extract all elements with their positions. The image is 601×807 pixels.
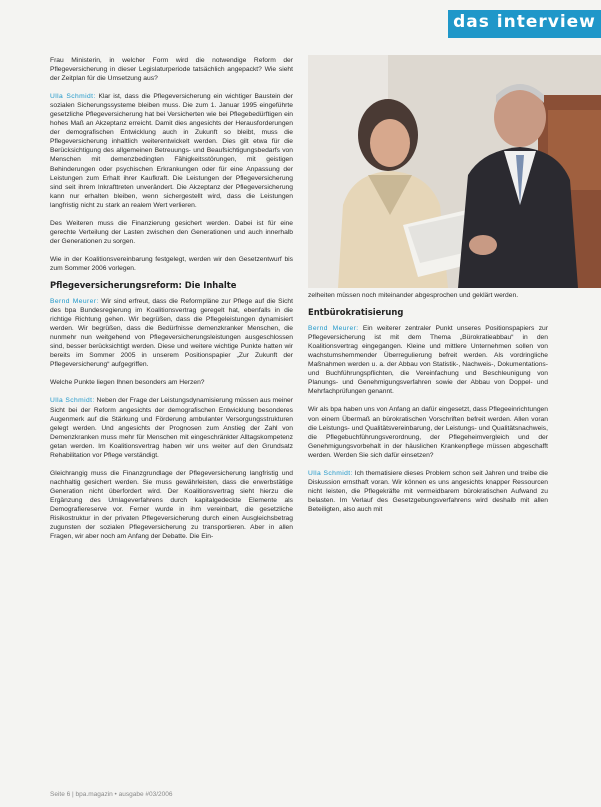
interview-answer xyxy=(308,324,548,396)
right-column xyxy=(308,291,548,514)
subheading: Entbürokratisierung xyxy=(308,307,404,318)
speaker-name: Ulla Schmidt: xyxy=(50,397,95,405)
interview-question xyxy=(50,56,293,83)
interview-photo-illustration xyxy=(308,55,601,288)
paragraph-text: Neben der Frage der Leistungsdynamisierung müssen aus meiner Sicht bei der Reform angesichts der demografischen Entwicklung besonderes Augenmerk auf die Stärkung und Förderung ambulanter Versorgungsstrukturen gelegt werden. Und angesichts der Prognosen zum Anstieg der Zahl von Demenzkranken muss mehr für Menschen mit eingeschränkter Alltagskompetenz getan werden. Im Koalitionsvertrag haben wir uns weiter auf den Grundsatz Rehabilitation vor Pflege verständigt. xyxy=(50,397,293,459)
interview-question xyxy=(308,405,548,459)
paragraph-text: Klar ist, dass die Pflegeversicherung ein wichtiger Baustein der sozialen Sicherungssysteme bleiben muss. Die zum 1. Januar 1995 eingeführte gesetzliche Pflegeversicherung hat bei Versicherten wie bei Pflegebedürftigen ein hohes Maß an Akzeptanz erreicht. Damit dies angesichts der Herausforderungen der demografischen Entwicklung auch in Zukunft so bleibt, muss die Pflegeversicherung inhaltlich weiterentwickelt werden. Dies gilt etwa für die Berücksichtigung des allgemeinen Betreuungs- und Beaufsichtigungsbedarfs von Menschen mit demenzbedingten Fähigkeitsstörungen, mit geistigen Behinderungen oder psychischen Erkrankungen oder für eine Anpassung der Leistungen zum Erhalt ihrer Kaufkraft. Die Leistungen der Pflegeversicherung sind seit ihrem Inkrafttreten unverändert. Die Akzeptanz der Pflegeversicherung kann nur erhalten bleiben, wenn sichergestellt wird, dass die Leistungen langfristig nicht zu stark an realem Wert verlieren. xyxy=(50,93,294,209)
interview-question xyxy=(50,378,293,387)
left-column xyxy=(50,56,293,541)
body-paragraph xyxy=(50,469,293,541)
paragraph-text: Ich thematisiere dieses Problem schon seit Jahren und treibe die Diskussion ernsthaft voran. Wir können es uns angesichts knapper Ressourcen nicht leisten, die Pflegekräfte mit vermeidbarem bürokratischen Aufwand zu belasten. Im Verlauf des Gesetzgebungsverfahrens wird deshalb mit allen Beteiligten, also auch mit xyxy=(308,469,549,513)
section-header xyxy=(448,10,601,38)
interview-answer xyxy=(50,297,293,369)
paragraph-text: Ein weiterer zentraler Punkt unseres Positionspapiers zur Pflegeversicherung ist mit dem Thema „Bürokratieabbau“ in den Koalitionsvertrag eingegangen. Kleine und mittlere Unternehmen sollen von wachstumshemmender Überregulierung befreit werden. Als vordringliche Maßnahmen werden u. a. der Abbau von Statistik-, Nachweis-, Dokumentations- und Buchführungspflichten, die Vereinfachung und Beschleunigung von Planungs- und Genehmigungsverfahren sowie der Abbau von Doppel- und Mehrfachprüfungen genannt. xyxy=(308,325,548,396)
speaker-name: Bernd Meurer: xyxy=(308,325,359,333)
interview-photo xyxy=(308,55,601,288)
section-title: das interview xyxy=(453,12,596,32)
paragraph-text: zelheiten müssen noch miteinander abgesprochen und geklärt werden. xyxy=(308,292,519,299)
interview-answer xyxy=(308,469,548,514)
paragraph-text: Des Weiteren muss die Finanzierung gesichert werden. Dabei ist für eine gerechte Verteilung der Lasten zwischen den Generationen und auch innerhalb der Generationen zu sorgen. xyxy=(50,219,293,245)
subheading: Pflegeversicherungsreform: Die Inhalte xyxy=(50,279,237,290)
paragraph-text: Wie in der Koalitionsvereinbarung festgelegt, werden wir den Gesetzentwurf bis zum Sommer 2006 vorlegen. xyxy=(50,255,293,272)
paragraph-text: Welche Punkte liegen Ihnen besonders am Herzen? xyxy=(50,379,205,387)
interview-answer xyxy=(50,396,293,459)
page-footer: Seite 6 | bpa.magazin • ausgabe #03/2006 xyxy=(50,791,173,798)
body-paragraph xyxy=(50,255,293,273)
speaker-name: Ulla Schmidt: xyxy=(50,93,96,101)
speaker-name: Bernd Meurer: xyxy=(50,298,99,306)
interview-answer xyxy=(50,92,293,210)
speaker-name: Ulla Schmidt: xyxy=(308,469,353,477)
paragraph-text: Wir als bpa haben uns von Anfang an dafür eingesetzt, dass Pflegeeinrichtungen von einem Übermaß an bürokratischen Vorschriften befreit werden. Allen voran die Leistungs- und Qualitätsvereinbarung, der Leistungs- und Qualitätsnachweis, die Pflegebuchführungsverordnung, der Pflegeheimvergleich und der Genehmigungsvorbehalt in der häuslichen Krankenpflege müssen abgeschafft werden. Werden Sie sich dafür einsetzen? xyxy=(308,406,548,459)
paragraph-text: Wir sind erfreut, dass die Reformpläne zur Pflege auf die Sicht des bpa Bundesregierung im Koalitionsvertrag geregelt hat, ebenfalls in die richtige Richtung gehen. Wir begrüßen, dass die Pflegeleistungen dynamisiert werden. Wir begrüßen, dass die Bedürfnisse demenzkranker Menschen, die nunmehr nun weitgehend von Pflegeversicherungsleistungen ausgeschlossen sind, besser berücksichtigt werden. Diese und weitere wichtige Punkte hatten wir bereits im Sommer 2005 in unserem Positionspapier „Zur Zukunft der Pflegeversicherung“ aufgegriffen. xyxy=(50,298,293,369)
body-paragraph xyxy=(308,291,548,300)
paragraph-text: Gleichrangig muss die Finanzgrundlage der Pflegeversicherung langfristig und nachhaltig gesichert werden. Sie muss gewährleisten, dass die erwerbstätige Generation nicht überfordert wird. Der Koalitionsvertrag sieht hierzu die Ergänzung des Umlageverfahrens durch kapitalgedeckte Elemente als Demografiereserve vor. Ferner wurde in ihm vereinbart, die gesetzliche Risikostruktur in der privaten Pflegeversicherung durch einen Ausgleichsbetrag zugunsten der sozialen Pflegeversicherung zu transportieren. Aber in allen Fragen, wir aber noch am Anfang der Debatte. Die Ein- xyxy=(50,469,293,541)
body-paragraph xyxy=(50,219,293,246)
paragraph-text: Frau Ministerin, in welcher Form wird die notwendige Reform der Pflegeversicherung in dieser Legislaturperiode tatsächlich angepackt? Wie sieht der Zeitplan für die Umsetzung aus? xyxy=(50,57,293,83)
